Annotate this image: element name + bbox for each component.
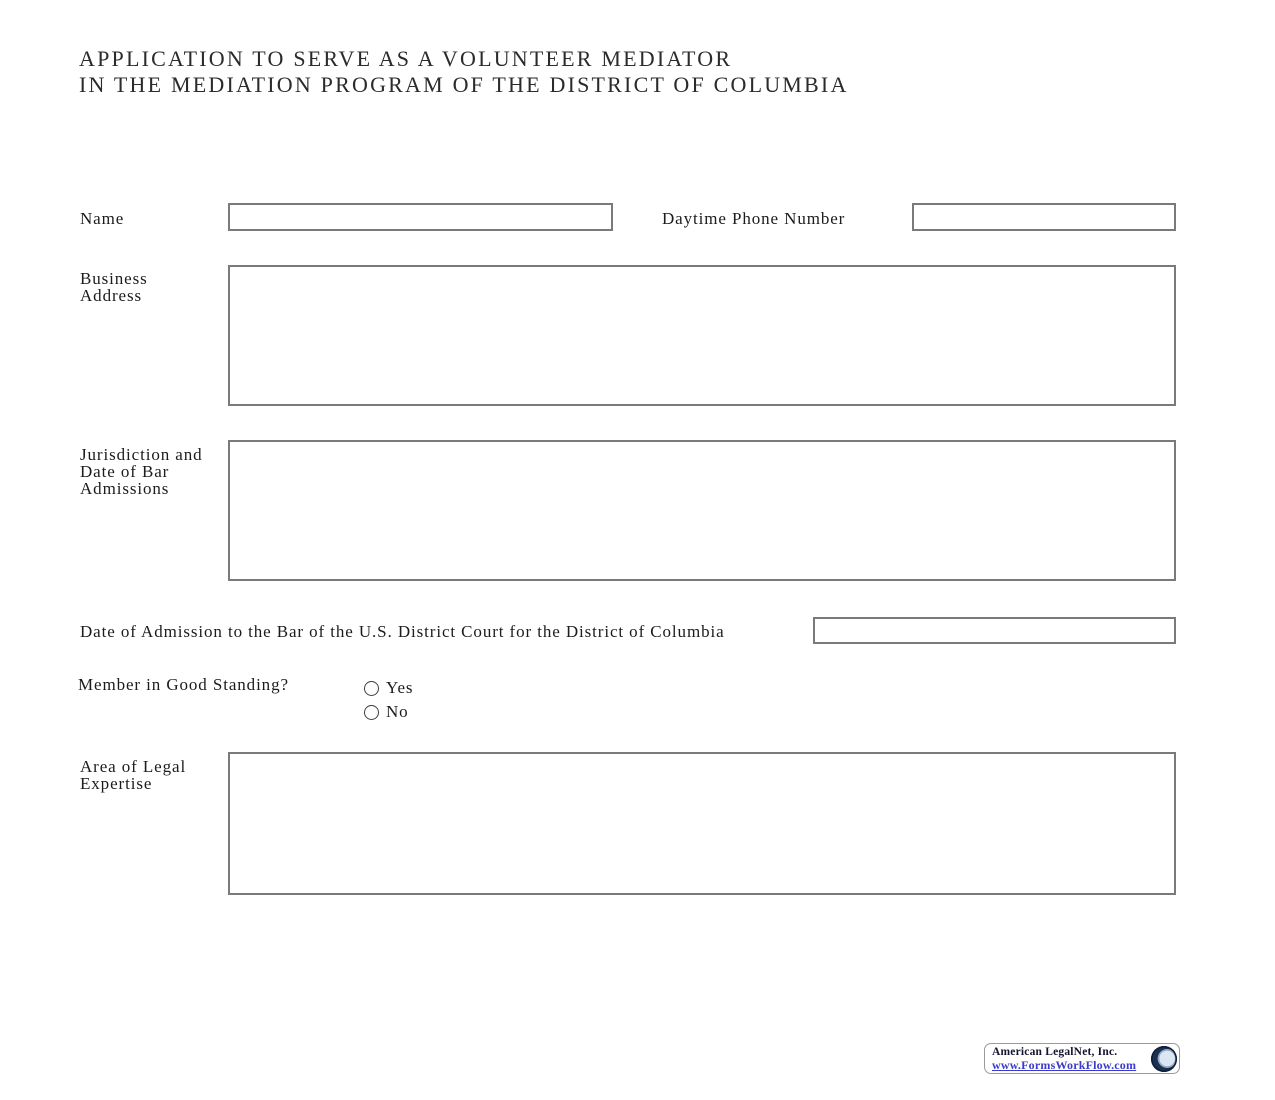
daytime-phone-label: Daytime Phone Number [662,209,846,228]
member-yes-radio[interactable] [364,681,379,696]
area-of-expertise-label: Area of Legal Expertise [80,757,187,793]
member-no-option [364,702,409,722]
area-of-expertise-textarea[interactable] [228,752,1176,895]
daytime-phone-input[interactable] [912,203,1176,231]
vendor-website-link[interactable]: www.FormsWorkFlow.com [992,1057,1137,1072]
date-of-admission-label: Date of Admission to the Bar of the U.S. District Court for the District of Columbia [80,622,725,641]
name-label: Name [80,209,125,228]
date-of-admission-input[interactable] [813,617,1176,644]
member-good-standing-label: Member in Good Standing? [78,675,289,694]
member-no-radio-label: No [386,702,409,721]
jurisdiction-label: Jurisdiction and Date of Bar Admissions [80,445,203,498]
member-no-radio[interactable] [364,705,379,720]
page-title-line2: IN THE MEDIATION PROGRAM OF THE DISTRICT OF COLUMBIA [79,72,849,97]
member-yes-option [364,678,413,698]
business-address-textarea[interactable] [228,265,1176,406]
name-input[interactable] [228,203,613,231]
page-title [79,46,849,98]
business-address-label: Business Address [80,269,148,305]
member-yes-radio-label: Yes [386,678,414,697]
vendor-company-name: American LegalNet, Inc. [992,1045,1118,1058]
jurisdiction-textarea[interactable] [228,440,1176,581]
globe-logo-icon [1151,1046,1177,1072]
vendor-badge [984,1043,1180,1074]
page-title-line1: APPLICATION TO SERVE AS A VOLUNTEER MEDIATOR [79,46,733,71]
